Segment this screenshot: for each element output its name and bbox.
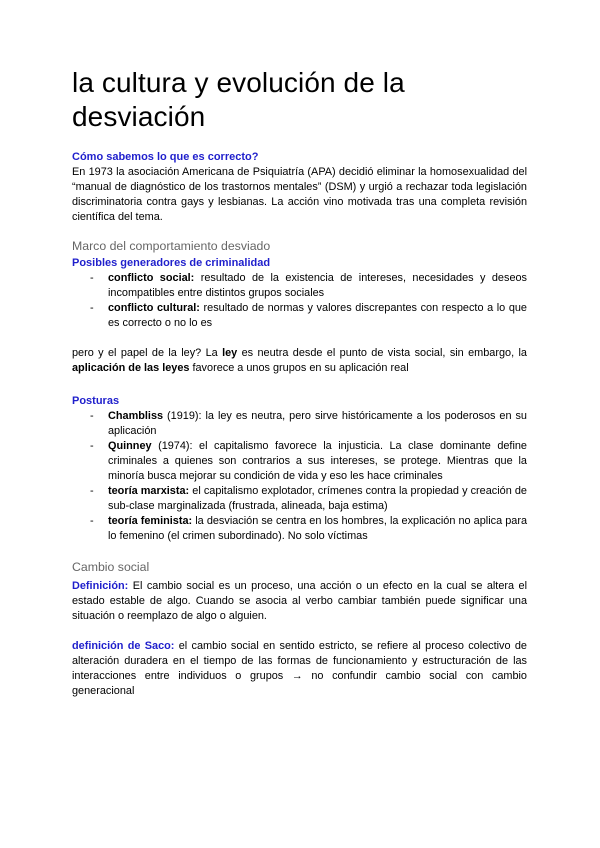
posturas-heading: Posturas <box>72 395 120 407</box>
item-term: conflicto social: <box>108 272 195 284</box>
saco-label: definición de Saco: <box>72 640 175 652</box>
item-text: resultado de normas y valores discrepantes con respecto a lo que es correcto o no lo es <box>108 302 527 329</box>
generadores-heading: Posibles generadores de criminalidad <box>72 257 271 269</box>
item-text: la desviación se centra en los hombres, la explicación no aplica para lo femenino (el crimen subordinado). No solo víctimas <box>108 515 528 542</box>
definicion-text: El cambio social es un proceso, una acción o un efecto en la cual se altera el estado estable de algo. Cuando se asocia al verbo cambiar también puede significar una situación o reemplazo de algo o alguien. <box>72 580 527 622</box>
list-item <box>72 484 527 514</box>
generadores-list <box>72 271 527 331</box>
cambio-heading: Cambio social <box>72 560 150 574</box>
dash-bullet: - <box>90 515 94 527</box>
list-item <box>72 271 527 301</box>
saco-text: el cambio social en sentido estricto, se refiere al proceso colectivo de alteración duradera en el tiempo de las formas de funcionamiento y estructuración de las interacciones entre individuos o grupos → no confundir cambio social con cambio generacional <box>72 640 527 697</box>
item-text: el capitalismo explotador, crímenes contra la propiedad y creación de sub-clase marginalizada (frustrada, alineada, baja estima) <box>108 485 527 512</box>
definicion-paragraph <box>72 579 527 624</box>
document-page <box>72 66 527 699</box>
dash-bullet: - <box>90 440 94 452</box>
bold-run: aplicación de las leyes <box>72 362 190 374</box>
page-title: la cultura y evolución de la desviación <box>72 67 405 132</box>
item-text: (1974): el capitalismo favorece la injusticia. La clase dominante define criminales a quienes son contrarios a sus intereses, se protege. Mientras que la minoría busca mejorar su condición de vida y eso les hace criminales <box>108 440 527 482</box>
saco-paragraph <box>72 639 527 699</box>
apa-paragraph: En 1973 la asociación Americana de Psiquiatría (APA) decidió eliminar la homosexualidad del “manual de diagnóstico de los trastornos mentales” (DSM) y urgió a rechazar toda legislación discriminatoria contra gays y lesbianas. La acción vino motivada tras una completa revisión científica del tema. <box>72 166 527 223</box>
dash-bullet: - <box>90 302 94 314</box>
list-item <box>72 409 527 439</box>
dash-bullet: - <box>90 485 94 497</box>
item-text: (1919): la ley es neutra, pero sirve históricamente a los poderosos en su aplicación <box>108 410 527 437</box>
item-term: Chambliss <box>108 410 164 422</box>
question-heading: Cómo sabemos lo que es correcto? <box>72 151 259 163</box>
posturas-list <box>72 409 527 544</box>
ley-paragraph <box>72 346 527 376</box>
dash-bullet: - <box>90 272 94 284</box>
definicion-label: Definición: <box>72 580 129 592</box>
text-run: pero y el papel de la ley? La <box>72 347 223 359</box>
marco-heading: Marco del comportamiento desviado <box>72 239 271 253</box>
dash-bullet: - <box>90 410 94 422</box>
item-term: conflicto cultural: <box>108 302 200 314</box>
bold-run: ley <box>222 347 238 359</box>
item-term: teoría marxista: <box>108 485 190 497</box>
list-item <box>72 439 527 484</box>
text-run: favorece a unos grupos en su aplicación real <box>189 362 409 374</box>
item-term: teoría feminista: <box>108 515 193 527</box>
list-item <box>72 301 527 331</box>
text-run: es neutra desde el punto de vista social, sin embargo, la <box>237 347 527 359</box>
list-item <box>72 514 527 544</box>
item-text: resultado de la existencia de intereses, necesidades y deseos incompatibles entre distintos grupos sociales <box>108 272 527 299</box>
item-term: Quinney <box>108 440 152 452</box>
